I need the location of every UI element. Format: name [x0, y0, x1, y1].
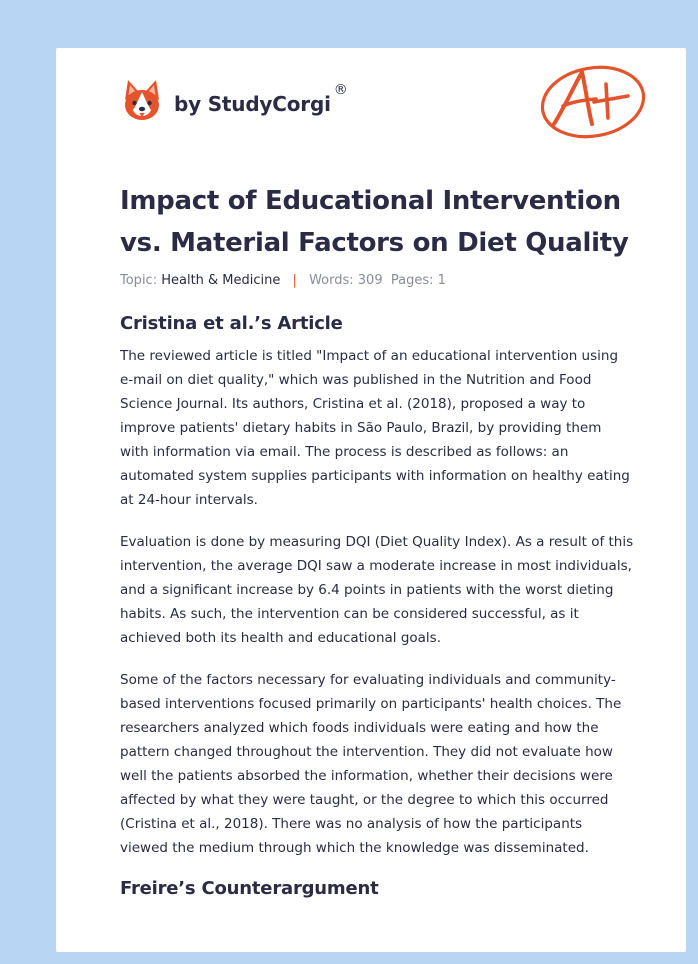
words-value: 309 [357, 273, 383, 288]
paragraph: Evaluation is done by measuring DQI (Diet Quality Index). As a result of this intervention, the average DQI saw a moderate increase in most individuals, and a significant increase by 6.4 points in patients with the worst dieting habits. As such, the intervention can be considered successful, as it achieved both its health and educational goals. [120, 534, 634, 646]
section-body [120, 344, 634, 860]
pages-value: 1 [437, 273, 446, 288]
article-content [120, 180, 634, 899]
paragraph: The reviewed article is titled "Impact of an educational intervention using e-mail on diet quality," which was published in the Nutrition and Food Science Journal. Its authors, Cristina et al. (2018), proposed a way to improve patients' dietary habits in São Paulo, Brazil, by providing them with information via email. The process is described as follows: an automated system supplies participants with information on healthy eating at 24-hour intervals. [120, 348, 630, 508]
pages-label: Pages: [390, 273, 434, 288]
brand-name: by StudyCorgi® [174, 82, 348, 116]
meta-separator: | [292, 273, 297, 288]
paragraph: Some of the factors necessary for evaluating individuals and community-based interventions focused primarily on participants' health choices. The researchers analyzed which foods individuals were eating and how the pattern changed throughout the intervention. They did not evaluate how well the patients absorbed the information, whether their decisions were affected by what they were taught, or the degree to which this occurred (Cristina et al., 2018). There was no analysis of how the participants viewed the medium through which the knowledge was disseminated. [120, 672, 622, 856]
registered-mark: ® [333, 82, 348, 98]
corgi-icon [122, 78, 162, 122]
article-meta [120, 273, 634, 288]
studycorgi-logo[interactable] [122, 76, 348, 124]
a-plus-grade-icon [536, 58, 652, 142]
words-label: Words: [309, 273, 354, 288]
document-page [56, 48, 686, 952]
topic-label: Topic: [120, 273, 158, 288]
section-heading: Cristina et al.’s Article [120, 313, 343, 334]
section-heading: Freire’s Counterargument [120, 878, 379, 899]
article-title: Impact of Educational Intervention vs. Material Factors on Diet Quality [120, 186, 629, 258]
topic-value[interactable]: Health & Medicine [161, 273, 281, 288]
